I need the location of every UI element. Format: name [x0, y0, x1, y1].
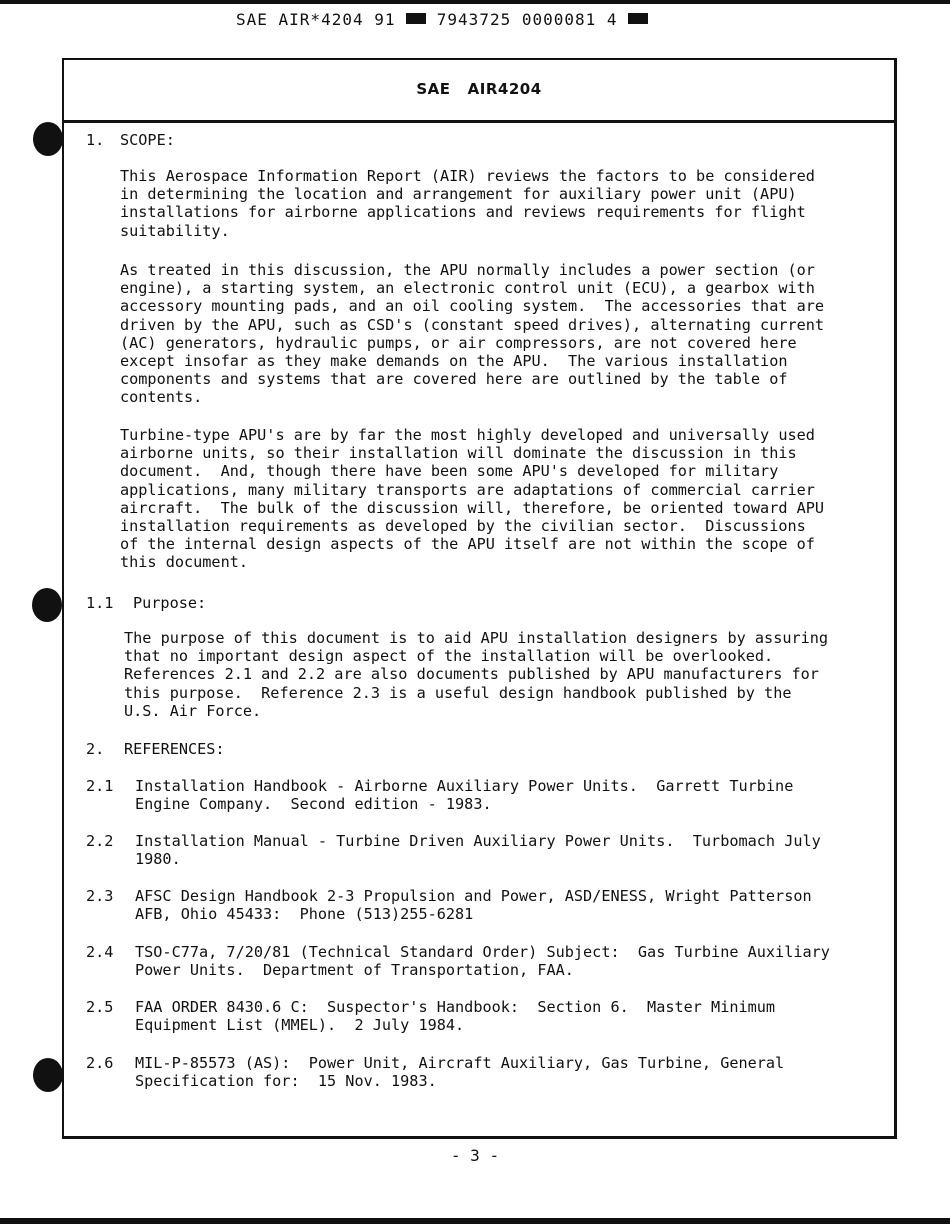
- section-number: 1.1: [86, 594, 114, 612]
- reference-text: FAA ORDER 8430.6 C: Suspector's Handbook: Section 6. Master Minimum Equipment List (MMEL). 2 July 1984.: [135, 998, 776, 1035]
- paragraph: The purpose of this document is to aid APU installation designers by assuring that no important design aspect of the installation will be overlooked. References 2.1 and 2.2 are also documents published by APU manufacturers for this purpose. Reference 2.3 is a useful design handbook published by the U.S. Air Force.: [124, 629, 829, 720]
- document-title: SAE AIR4204: [416, 80, 542, 98]
- section-number: 2.: [86, 740, 105, 758]
- revision-bullet-icon: [33, 122, 63, 156]
- reference-number: 2.5: [86, 998, 114, 1016]
- bottom-rule: [0, 1218, 950, 1224]
- header-code-right: 7943725 0000081 4: [436, 10, 618, 29]
- redaction-block-icon: [406, 13, 426, 24]
- paragraph: As treated in this discussion, the APU normally includes a power section (or engine), a starting system, an electronic control unit (ECU), a gearbox with accessory mounting pads, and an oil cooling system. The accessories that are driven by the APU, such as CSD's (constant speed drives), alternating current (AC) generators, hydraulic pumps, or air compressors, are not covered here except insofar as they make demands on the APU. The various installation components and systems that are covered here are outlined by the table of contents.: [120, 261, 825, 407]
- revision-bullet-icon: [33, 1058, 63, 1092]
- redaction-block-icon: [628, 13, 648, 24]
- page-number: - 3 -: [450, 1146, 500, 1165]
- reference-number: 2.2: [86, 832, 114, 850]
- paragraph: This Aerospace Information Report (AIR) reviews the factors to be considered in determining the location and arrangement for auxiliary power unit (APU) installations for airborne applications and reviews requirements for flight suitability.: [120, 167, 815, 240]
- reference-text: Installation Manual - Turbine Driven Auxiliary Power Units. Turbomach July 1980.: [135, 832, 821, 869]
- reference-text: AFSC Design Handbook 2-3 Propulsion and Power, ASD/ENESS, Wright Patterson AFB, Ohio 45433: Phone (513)255-6281: [135, 887, 812, 924]
- section-title: SCOPE:: [120, 131, 175, 149]
- reference-number: 2.1: [86, 777, 114, 795]
- reference-text: Installation Handbook - Airborne Auxiliary Power Units. Garrett Turbine Engine Company. Second edition - 1983.: [135, 777, 794, 814]
- title-divider: [64, 120, 894, 123]
- reference-number: 2.4: [86, 943, 114, 961]
- reference-number: 2.6: [86, 1054, 114, 1072]
- section-title: Purpose:: [133, 594, 207, 612]
- section-number: 1.: [86, 131, 105, 149]
- header-code-left: SAE AIR*4204 91: [236, 10, 396, 29]
- page-header-code: [236, 10, 648, 29]
- section-title: REFERENCES:: [124, 740, 225, 758]
- reference-text: MIL-P-85573 (AS): Power Unit, Aircraft Auxiliary, Gas Turbine, General Specification for: 15 Nov. 1983.: [135, 1054, 785, 1091]
- paragraph: Turbine-type APU's are by far the most highly developed and universally used airborne units, so their installation will dominate the discussion in this document. And, though there have been some APU's developed for military applications, many military transports are adaptations of commercial carrier aircraft. The bulk of the discussion will, therefore, be oriented toward APU installation requirements as developed by the civilian sector. Discussions of the internal design aspects of the APU itself are not within the scope of this document.: [120, 426, 825, 572]
- revision-bullet-icon: [32, 588, 62, 622]
- reference-text: TSO-C77a, 7/20/81 (Technical Standard Order) Subject: Gas Turbine Auxiliary Power Units. Department of Transportation, FAA.: [135, 943, 830, 980]
- top-rule: [0, 0, 950, 4]
- reference-number: 2.3: [86, 887, 114, 905]
